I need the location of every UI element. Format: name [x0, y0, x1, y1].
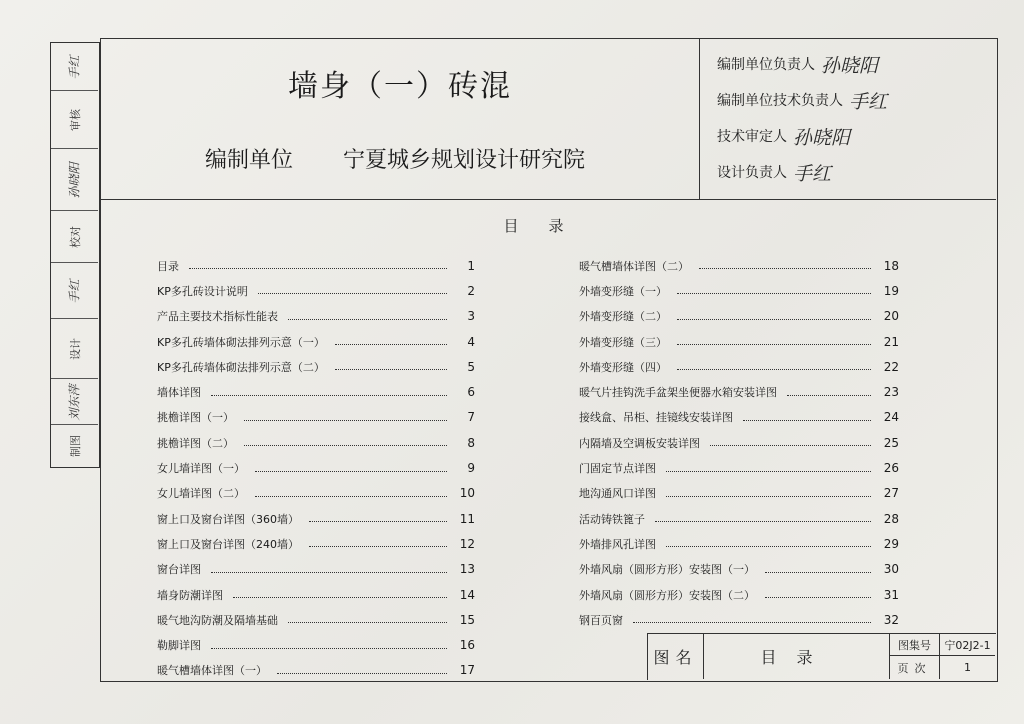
- toc-entry-page: 9: [467, 461, 475, 476]
- toc-entry: [579, 506, 899, 531]
- toc-entry-page: 10: [459, 486, 475, 501]
- toc-leader-dots: [677, 293, 871, 294]
- toc-entry-title: 活动铸铁篦子: [579, 512, 645, 526]
- drawing-label: 图名: [648, 634, 704, 679]
- responsible-row-3: 技术审定人 孙晓阳: [717, 123, 850, 150]
- toc-entry-title: 产品主要技术指标性能表: [157, 310, 278, 324]
- toc-entry: [157, 632, 475, 657]
- toc-title: 目录: [503, 217, 594, 235]
- toc-entry-page: 11: [459, 511, 475, 526]
- toc-entry-page: 12: [459, 536, 475, 551]
- toc-entry: [157, 455, 475, 480]
- signature: 手红: [793, 163, 832, 185]
- toc-leader-dots: [233, 597, 447, 598]
- toc-entry-page: 13: [459, 562, 475, 577]
- toc-entry-title: 外墙变形缝（三）: [579, 335, 667, 349]
- page-title: 墙身（一）砖混: [288, 69, 512, 104]
- toc-entry-page: 22: [883, 359, 899, 374]
- toc-leader-dots: [787, 395, 871, 396]
- toc-entry: [579, 379, 899, 404]
- toc-entry-title: 目录: [157, 259, 179, 273]
- toc-leader-dots: [288, 622, 447, 623]
- toc-leader-dots: [211, 395, 447, 396]
- toc-entry: [157, 304, 475, 329]
- strip-label-proofread: 校对: [51, 211, 98, 263]
- toc-entry-title: 挑檐详图（一）: [157, 411, 234, 425]
- toc-entry: [157, 481, 475, 506]
- toc-entry: [157, 506, 475, 531]
- toc-entry-title: 女儿墙详图（一）: [157, 462, 245, 476]
- toc-entry-page: 23: [883, 385, 899, 400]
- compiler-name: 宁夏城乡规划设计研究院: [343, 148, 586, 173]
- signature: 手红: [849, 91, 888, 113]
- strip-signature-1: 手红: [51, 43, 98, 91]
- toc-leader-dots: [211, 648, 447, 649]
- toc-left-column: [157, 253, 475, 683]
- toc-entry-page: 24: [883, 410, 899, 425]
- toc-leader-dots: [743, 420, 871, 421]
- toc-entry-page: 29: [883, 536, 899, 551]
- toc-entry-title: 暖气片挂钩洗手盆架坐便器水箱安装详图: [579, 386, 777, 400]
- toc-entry-title: 门固定节点详图: [579, 462, 656, 476]
- toc-entry-page: 30: [883, 562, 899, 577]
- toc-entry: [579, 304, 899, 329]
- toc-entry-page: 14: [459, 587, 475, 602]
- toc-entry-title: 墙体详图: [157, 386, 201, 400]
- toc-entry-page: 3: [467, 309, 475, 324]
- toc-entry: [157, 607, 475, 632]
- toc-entry: [157, 379, 475, 404]
- toc-entry: [157, 253, 475, 278]
- toc-entry: [579, 329, 899, 354]
- toc-leader-dots: [244, 445, 447, 446]
- toc-leader-dots: [677, 344, 871, 345]
- signature: 孙晓阳: [821, 55, 879, 77]
- toc-entry-title: 暖气地沟防潮及隔墙基础: [157, 613, 278, 627]
- sheet-header: [101, 39, 996, 200]
- toc-entry: [157, 582, 475, 607]
- toc-entry-page: 2: [467, 283, 475, 298]
- toc-entry-title: 暖气槽墙体详图（二）: [579, 259, 689, 273]
- toc-leader-dots: [666, 471, 871, 472]
- toc-entry-page: 6: [467, 385, 475, 400]
- strip-signature-2: 孙晓阳: [51, 149, 98, 211]
- toc-entry-page: 1: [467, 258, 475, 273]
- toc-entry: [579, 253, 899, 278]
- toc-entry: [579, 531, 899, 556]
- toc-leader-dots: [189, 268, 447, 269]
- toc-entry-title: KP多孔砖墙体砌法排列示意（一）: [157, 335, 325, 349]
- strip-signature-3: 手红: [51, 263, 98, 319]
- toc-entry-title: 窗台详图: [157, 563, 201, 577]
- toc-leader-dots: [277, 673, 447, 674]
- strip-label-review: 审核: [51, 91, 98, 149]
- toc-entry-title: 钢百页窗: [579, 613, 623, 627]
- toc-leader-dots: [211, 572, 447, 573]
- toc-entry-page: 28: [883, 511, 899, 526]
- toc-entry-title: 暖气槽墙体详图（一）: [157, 664, 267, 678]
- toc-entry-title: KP多孔砖墙体砌法排列示意（二）: [157, 360, 325, 374]
- signature: 孙晓阳: [793, 127, 851, 149]
- toc-entry-page: 17: [459, 663, 475, 678]
- toc-leader-dots: [335, 369, 447, 370]
- toc-entry-page: 4: [467, 334, 475, 349]
- toc-entry-title: 窗上口及窗台详图（360墙）: [157, 512, 299, 526]
- toc-leader-dots: [309, 546, 447, 547]
- toc-entry: [157, 430, 475, 455]
- toc-entry-page: 32: [883, 612, 899, 627]
- toc-entry: [579, 607, 899, 632]
- toc-leader-dots: [765, 572, 871, 573]
- toc-entry: [579, 557, 899, 582]
- toc-leader-dots: [666, 546, 871, 547]
- responsible-row-1: 编制单位负责人 孙晓阳: [717, 51, 878, 78]
- toc-entry: [579, 430, 899, 455]
- toc-entry: [157, 531, 475, 556]
- toc-entry-page: 8: [467, 435, 475, 450]
- toc-leader-dots: [677, 369, 871, 370]
- strip-label-design: 设计: [51, 319, 98, 379]
- toc-leader-dots: [666, 496, 871, 497]
- toc-entry-page: 20: [883, 309, 899, 324]
- title-block: [647, 633, 996, 680]
- toc-leader-dots: [699, 268, 871, 269]
- toc-entry-page: 26: [883, 461, 899, 476]
- toc-entry-title: 外墙排风孔详图: [579, 537, 656, 551]
- toc-leader-dots: [765, 597, 871, 598]
- toc-entry-page: 7: [467, 410, 475, 425]
- toc-entry: [579, 405, 899, 430]
- set-number-label: 图集号: [890, 634, 940, 656]
- toc-leader-dots: [255, 496, 447, 497]
- page-label: 页次: [890, 656, 940, 679]
- toc-entry: [579, 582, 899, 607]
- main-frame: [100, 38, 998, 682]
- toc-entry-page: 16: [459, 638, 475, 653]
- toc-entry: [157, 278, 475, 303]
- toc-entry-title: 外墙变形缝（四）: [579, 360, 667, 374]
- strip-signature-4: 刘东萍: [51, 379, 98, 425]
- toc-entry: [579, 481, 899, 506]
- drawing-name: 目录: [704, 634, 890, 679]
- toc-entry-title: 勒脚详图: [157, 639, 201, 653]
- toc-entry-title: 外墙风扇（圆形方形）安装图（二）: [579, 588, 755, 602]
- toc-entry: [579, 278, 899, 303]
- toc-leader-dots: [309, 521, 447, 522]
- toc-entry: [579, 455, 899, 480]
- toc-entry: [579, 354, 899, 379]
- compiler-label: 编制单位: [205, 148, 294, 173]
- toc-leader-dots: [255, 471, 447, 472]
- toc-entry-page: 27: [883, 486, 899, 501]
- toc-entry: [157, 329, 475, 354]
- toc-entry-page: 21: [883, 334, 899, 349]
- toc-leader-dots: [335, 344, 447, 345]
- toc-entry-page: 18: [883, 258, 899, 273]
- toc-entry-title: 外墙风扇（圆形方形）安装图（一）: [579, 563, 755, 577]
- responsible-row-4: 设计负责人 手红: [717, 159, 831, 186]
- approval-strip: [50, 42, 100, 468]
- toc-leader-dots: [677, 319, 871, 320]
- toc-right-column: [579, 253, 899, 632]
- toc-entry: [157, 405, 475, 430]
- toc-leader-dots: [710, 445, 871, 446]
- toc-entry-title: 内隔墙及空调板安装详图: [579, 436, 700, 450]
- responsible-row-2: 编制单位技术负责人 手红: [717, 87, 887, 114]
- set-number: 宁02J2-1: [940, 634, 995, 656]
- toc-entry-title: KP多孔砖设计说明: [157, 284, 248, 298]
- strip-label-draft: 制图: [68, 435, 82, 457]
- toc-entry-title: 墙身防潮详图: [157, 588, 223, 602]
- toc-entry-title: 挑檐详图（二）: [157, 436, 234, 450]
- toc-entry-page: 19: [883, 283, 899, 298]
- toc-leader-dots: [655, 521, 871, 522]
- toc-entry-title: 外墙变形缝（二）: [579, 310, 667, 324]
- toc-leader-dots: [288, 319, 447, 320]
- toc-entry-title: 女儿墙详图（二）: [157, 487, 245, 501]
- toc-entry-title: 接线盒、吊柜、挂镜线安装详图: [579, 411, 733, 425]
- toc-entry-page: 5: [467, 359, 475, 374]
- toc-entry: [157, 658, 475, 683]
- toc-entry-title: 窗上口及窗台详图（240墙）: [157, 537, 299, 551]
- toc-entry-title: 地沟通风口详图: [579, 487, 656, 501]
- page-number: 1: [964, 661, 971, 674]
- toc-leader-dots: [244, 420, 447, 421]
- toc-entry-page: 25: [883, 435, 899, 450]
- toc-entry: [157, 557, 475, 582]
- toc-entry-page: 15: [459, 612, 475, 627]
- toc-leader-dots: [633, 622, 871, 623]
- toc-leader-dots: [258, 293, 447, 294]
- header-divider: [699, 39, 700, 199]
- toc-entry-page: 31: [883, 587, 899, 602]
- toc-entry: [157, 354, 475, 379]
- toc-entry-title: 外墙变形缝（一）: [579, 284, 667, 298]
